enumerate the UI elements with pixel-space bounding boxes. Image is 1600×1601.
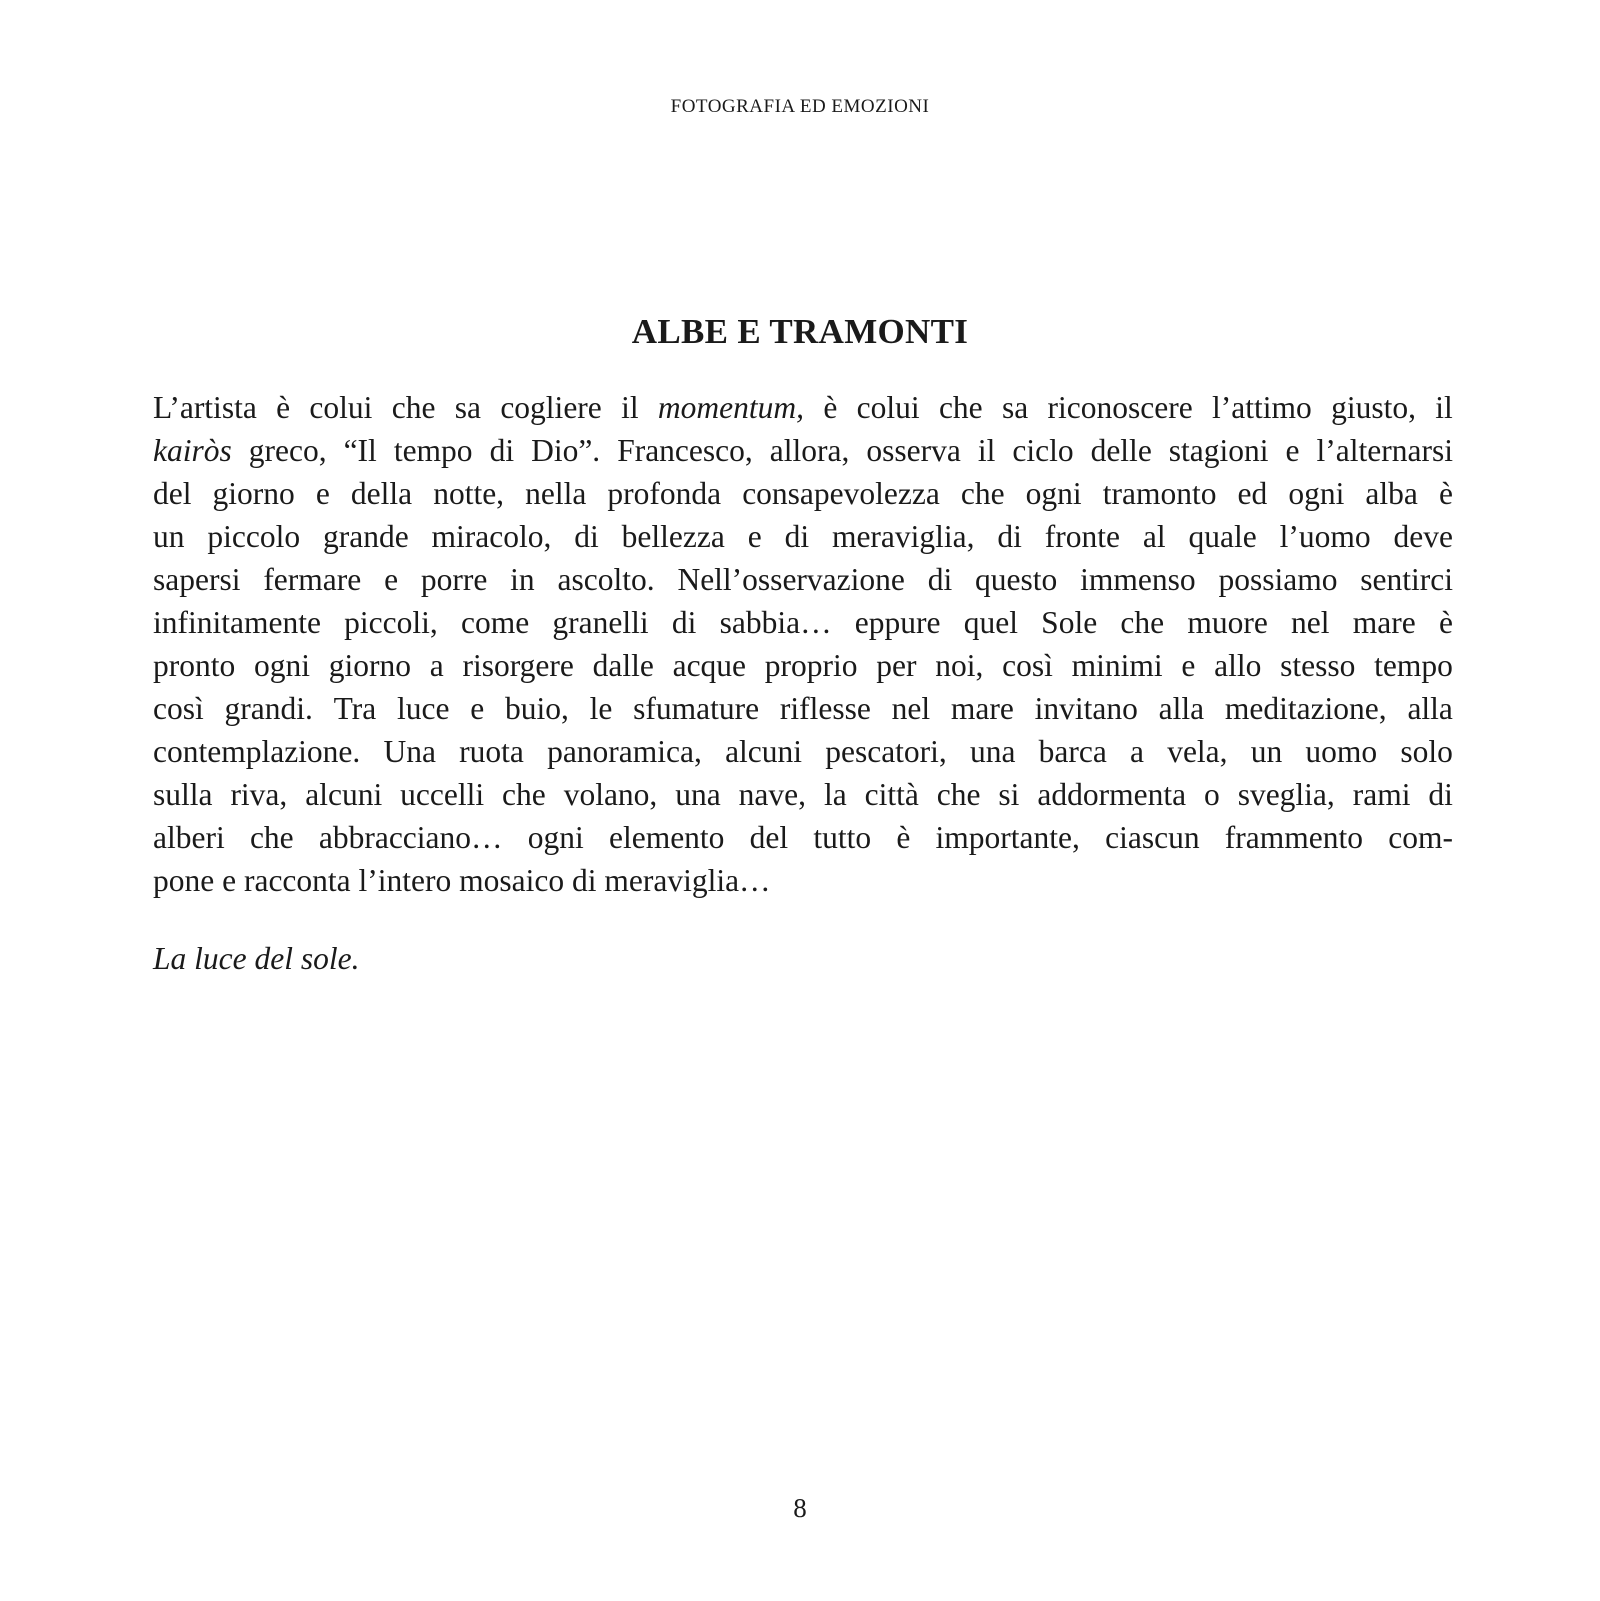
word: Francesco, (617, 433, 753, 468)
word: in (510, 562, 535, 597)
word: rami (1352, 777, 1411, 812)
word: sentirci (1360, 562, 1453, 597)
word: che (391, 390, 436, 425)
word: ed (1237, 476, 1268, 511)
word: sa (454, 390, 482, 425)
word: che (249, 820, 294, 855)
word: il (1435, 390, 1453, 425)
word: che (938, 390, 983, 425)
word: sveglia, (1237, 777, 1335, 812)
word: consapevolezza (742, 476, 940, 511)
word: a (429, 648, 444, 683)
word: riconoscere (1047, 390, 1193, 425)
word: giorno (328, 648, 412, 683)
word: dalle (592, 648, 654, 683)
word: il (977, 433, 996, 468)
word: ciclo (1012, 433, 1074, 468)
word: ogni (527, 820, 584, 855)
paragraph-line (153, 859, 1453, 902)
word: grandi. (224, 691, 313, 726)
word: riflesse (779, 691, 871, 726)
word: tutto (813, 820, 872, 855)
paragraph-line (153, 730, 1453, 773)
word: mosaico (459, 863, 572, 898)
word: Dio”. (531, 433, 601, 468)
word: di (571, 863, 605, 898)
paragraph-line (153, 816, 1453, 859)
word: noi, (935, 648, 984, 683)
word: allo (1214, 648, 1262, 683)
word: abbracciano… (318, 820, 503, 855)
word: alla (1158, 691, 1205, 726)
word: stagioni (1168, 433, 1269, 468)
word: una (675, 777, 721, 812)
word: sulla (153, 777, 213, 812)
word: sabbia… (719, 605, 832, 640)
word: che (960, 476, 1005, 511)
word: questo (975, 562, 1058, 597)
word: buio, (505, 691, 569, 726)
word: piccolo (207, 519, 301, 554)
word: kairòs (153, 433, 232, 468)
word: addormenta (1037, 777, 1187, 812)
word: una (969, 734, 1016, 769)
word: tramonto (1102, 476, 1217, 511)
word: è (1438, 476, 1453, 511)
word: quel (963, 605, 1018, 640)
word: che (936, 777, 981, 812)
word: un (153, 519, 185, 554)
word: acque (672, 648, 747, 683)
word: città (864, 777, 919, 812)
word: della (350, 476, 413, 511)
word: pescatori, (825, 734, 947, 769)
word: tempo (393, 433, 473, 468)
word: Nell’osservazione (677, 562, 905, 597)
word: sapersi (153, 562, 241, 597)
word: e (315, 476, 330, 511)
running-header: FOTOGRAFIA ED EMOZIONI (670, 96, 930, 117)
word: di (784, 519, 810, 554)
word: riva, (230, 777, 288, 812)
word: nella (525, 476, 587, 511)
word: alberi (153, 820, 225, 855)
word: muore (1187, 605, 1268, 640)
word: e (222, 863, 244, 898)
word: di (927, 562, 953, 597)
word: pone (153, 863, 223, 898)
word: al (1142, 519, 1166, 554)
word: ogni (254, 648, 311, 683)
word: è (276, 390, 291, 425)
word: di (1428, 777, 1453, 812)
paragraph-line (153, 601, 1453, 644)
word: cogliere (500, 390, 602, 425)
word: fermare (263, 562, 362, 597)
word: Una (383, 734, 436, 769)
word: ruota (459, 734, 524, 769)
word: risorgere (462, 648, 574, 683)
word: momentum, (657, 390, 805, 425)
word: meraviglia, (831, 519, 975, 554)
word: notte, (433, 476, 505, 511)
word: l’attimo (1212, 390, 1312, 425)
word: l’uomo (1279, 519, 1371, 554)
word: vela, (1167, 734, 1228, 769)
word: osserva (866, 433, 961, 468)
word: è (896, 820, 911, 855)
word: ascolto. (557, 562, 655, 597)
word: che (1120, 605, 1165, 640)
word: importante, (935, 820, 1080, 855)
word: uomo (1305, 734, 1378, 769)
word: ogni (1288, 476, 1345, 511)
paragraph-line (153, 644, 1453, 687)
word: del (749, 820, 789, 855)
word: di (574, 519, 599, 554)
word: meditazione, (1224, 691, 1387, 726)
word: alla (1407, 691, 1453, 726)
word: mare (1352, 605, 1416, 640)
word: profonda (607, 476, 722, 511)
word: nel (891, 691, 931, 726)
word: giusto, (1331, 390, 1416, 425)
word: eppure (854, 605, 941, 640)
word: volano, (563, 777, 658, 812)
word: granelli (552, 605, 649, 640)
word: L’artista (153, 390, 257, 425)
word: meraviglia… (604, 863, 771, 898)
word: mare (950, 691, 1014, 726)
word: alcuni (725, 734, 803, 769)
word: frammento (1224, 820, 1363, 855)
word: barca (1038, 734, 1107, 769)
word: quale (1188, 519, 1257, 554)
word: stesso (1280, 648, 1356, 683)
word: sa (1001, 390, 1029, 425)
word: e (747, 519, 762, 554)
word: bellezza (621, 519, 725, 554)
word: immenso (1080, 562, 1196, 597)
word: o (1204, 777, 1220, 812)
chapter-title: ALBE E TRAMONTI (631, 312, 969, 351)
word: e (1285, 433, 1300, 468)
word: allora, (769, 433, 850, 468)
word: il (621, 390, 639, 425)
word: racconta (243, 863, 359, 898)
word: porre (420, 562, 488, 597)
word: alcuni (305, 777, 383, 812)
word: che (502, 777, 546, 812)
word: minimi (1071, 648, 1163, 683)
paragraph-line (153, 558, 1453, 601)
word: miracolo, (431, 519, 552, 554)
word: elemento (608, 820, 725, 855)
word: l’alternarsi (1316, 433, 1453, 468)
word: delle (1090, 433, 1152, 468)
body-paragraph (153, 386, 1453, 902)
word: di (671, 605, 697, 640)
paragraph-line (153, 386, 1453, 429)
word: ogni (1025, 476, 1082, 511)
word: nave, (738, 777, 806, 812)
word: nel (1291, 605, 1330, 640)
word: è (823, 390, 838, 425)
word: e (384, 562, 399, 597)
word: Tra (333, 691, 377, 726)
word: di (997, 519, 1022, 554)
paragraph-line (153, 687, 1453, 730)
word: le (589, 691, 613, 726)
word: si (998, 777, 1020, 812)
word: l’intero (358, 863, 460, 898)
paragraph-line (153, 472, 1453, 515)
word: possiamo (1218, 562, 1338, 597)
page-number: 8 (793, 1493, 807, 1523)
word: panoramica, (547, 734, 702, 769)
word: ciascun (1105, 820, 1200, 855)
word: tempo (1374, 648, 1453, 683)
word: uccelli (400, 777, 485, 812)
word: e (470, 691, 485, 726)
word: sfumature (633, 691, 760, 726)
word: di (489, 433, 515, 468)
word: giorno (212, 476, 295, 511)
word: come (460, 605, 530, 640)
word: colui (309, 390, 373, 425)
word: greco, (248, 433, 327, 468)
word: fronte (1044, 519, 1121, 554)
word: deve (1393, 519, 1453, 554)
word: un (1250, 734, 1283, 769)
word: “Il (343, 433, 377, 468)
paragraph-line (153, 515, 1453, 558)
word: per (876, 648, 917, 683)
word: contemplazione. (153, 734, 361, 769)
word: così (1002, 648, 1053, 683)
paragraph-line (153, 773, 1453, 816)
word: colui (856, 390, 920, 425)
word: proprio (764, 648, 858, 683)
word: così (153, 691, 204, 726)
word: alba (1365, 476, 1418, 511)
word: com- (1388, 820, 1453, 855)
word: Sole (1041, 605, 1098, 640)
word: infinitamente (153, 605, 321, 640)
word: invitano (1034, 691, 1138, 726)
word: è (1438, 605, 1453, 640)
word: grande (322, 519, 409, 554)
word: e (1181, 648, 1196, 683)
word: pronto (153, 648, 236, 683)
word: del (153, 476, 192, 511)
word: a (1130, 734, 1145, 769)
paragraph-line (153, 429, 1453, 472)
word: la (823, 777, 847, 812)
word: solo (1400, 734, 1453, 769)
photo-caption: La luce del sole. (153, 941, 360, 976)
word: luce (397, 691, 450, 726)
word: piccoli, (344, 605, 438, 640)
